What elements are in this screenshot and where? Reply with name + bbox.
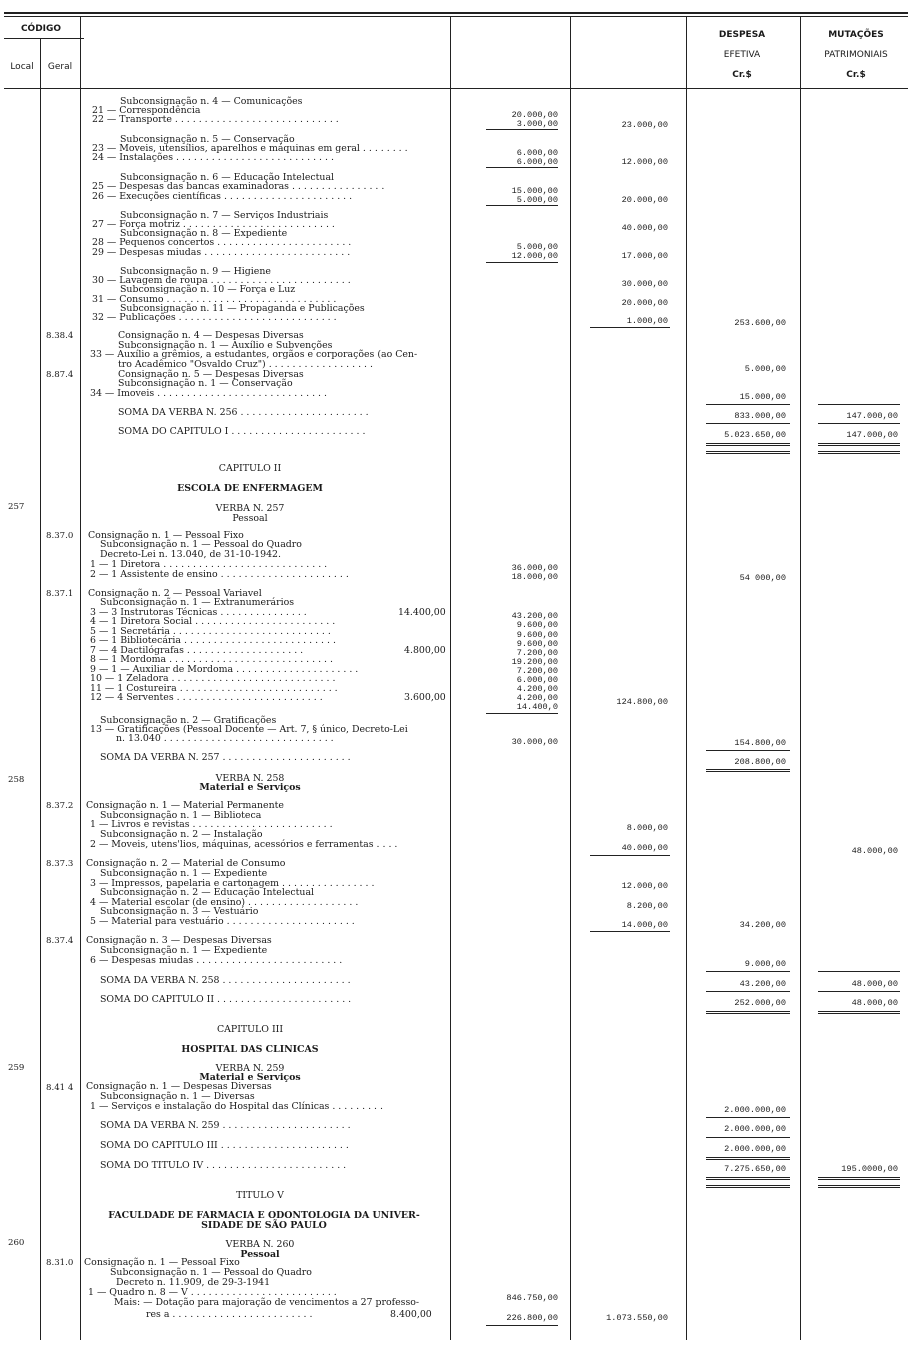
desc-line: 21 — Correspondência: [92, 105, 201, 116]
amount-mutacoes: 147.000,00: [846, 430, 898, 440]
desc-line: Subconsignação n. 1 — Conservação: [118, 378, 293, 389]
code-local: 8.87.4: [46, 370, 74, 380]
desc-line: Consignação n. 2 — Pessoal Variavel: [88, 588, 262, 599]
amount-b: 12.000,00: [621, 881, 668, 891]
amount-b: 8.200,00: [626, 901, 668, 911]
desc-line: 4 — Material escolar (de ensino) . . . . . . . . . . . . . . . . . . .: [90, 897, 359, 908]
desc-line: 1 — Quadro n. 8 — V . . . . . . . . . . . . . . . . . . . . . . . . .: [88, 1287, 337, 1298]
inline-amount: 3.600,00: [404, 692, 446, 703]
amount-mutacoes: 147.000,00: [846, 411, 898, 421]
desc-line: Subconsignação n. 1 — Pessoal do Quadro: [110, 1267, 312, 1278]
amount-despesa: 2.000.000,00: [724, 1144, 786, 1154]
amount-despesa: 2.000.000,00: [724, 1124, 786, 1134]
amount-a: 12.000,00: [511, 251, 558, 261]
amount-a: 846.750,00: [506, 1293, 558, 1303]
subtotal-rule: [818, 404, 900, 405]
desc-line: Subconsignação n. 7 — Serviços Industriais: [120, 210, 329, 221]
inline-amount: 14.400,00: [398, 607, 446, 618]
amount-b: 8.000,00: [626, 823, 668, 833]
amount-b: 20.000,00: [621, 298, 668, 308]
desc-line: 6 — 1 Bibliotecária . . . . . . . . . . . . . . . . . . . . . . . . . .: [90, 635, 336, 646]
code-local: 8.38.4: [46, 331, 74, 341]
title-heading: TITULO V: [236, 1190, 284, 1201]
subtotal-rule: [486, 205, 558, 206]
amount-a: 5.000,00: [516, 195, 558, 205]
soma-line: SOMA DO CAPITULO I . . . . . . . . . . . . . . . . . . . . . . .: [118, 426, 366, 437]
amount-a: 30.000,00: [511, 737, 558, 747]
amount-b: 14.000,00: [621, 920, 668, 930]
subtotal-rule: [706, 1117, 790, 1118]
subtotal-rule: [590, 327, 670, 328]
subtotal-rule: [706, 404, 790, 405]
amount-a: 18.000,00: [511, 572, 558, 582]
code-local: 8.37.0: [46, 531, 74, 541]
amount-despesa: 43.200,00: [739, 979, 786, 989]
total-rule: [818, 1177, 900, 1180]
code-local: 8.37.2: [46, 801, 74, 811]
total-rule: [818, 1011, 900, 1014]
amount-a: 6.000,00: [516, 675, 558, 685]
verba-heading: VERBA N. 259: [215, 1063, 285, 1074]
subtotal-rule: [590, 855, 670, 856]
desc-line: 7 — 4 Dactilógrafas . . . . . . . . . . . . . . . . . . . .: [90, 645, 304, 656]
desc-line: 10 — 1 Zeladora . . . . . . . . . . . . . . . . . . . . . . . . . . . .: [90, 673, 336, 684]
soma-line: SOMA DO CAPITULO II . . . . . . . . . . . . . . . . . . . . . . .: [100, 994, 352, 1005]
desc-line: 2 — 1 Assistente de ensino . . . . . . . . . . . . . . . . . . . . . .: [90, 569, 349, 580]
amount-b: 23.000,00: [621, 120, 668, 130]
desc-line: 9 — 1 — Auxiliar de Mordoma . . . . . . . . . . . . . . . . . . . . .: [90, 664, 359, 675]
desc-line: Consignação n. 3 — Despesas Diversas: [86, 935, 272, 946]
col-line-desc: [450, 16, 451, 1340]
desc-line: 1 — Livros e revistas . . . . . . . . . . . . . . . . . . . . . . . .: [90, 819, 333, 830]
desc-line: 29 — Despesas miudas . . . . . . . . . . . . . . . . . . . . . . . . .: [92, 247, 351, 258]
subtotal-rule: [706, 1137, 790, 1138]
total-rule: [706, 443, 790, 446]
desc-line: 30 — Lavagem de roupa . . . . . . . . . . . . . . . . . . . . . . . .: [92, 275, 351, 286]
desc-line: Subconsignação n. 11 — Propaganda e Publicações: [120, 303, 365, 314]
amount-a: 14.400,0: [516, 702, 558, 712]
code-geral: 259: [8, 1063, 25, 1073]
amount-a: 9.600,00: [516, 620, 558, 630]
amount-mutacoes: 48.000,00: [851, 998, 898, 1008]
desc-line: 23 — Moveis, utensílios, aparelhos e máquinas em geral . . . . . . . .: [92, 143, 408, 154]
top-rule: [4, 12, 908, 14]
amount-despesa: 7.275.650,00: [724, 1164, 786, 1174]
col-line-amt1: [570, 16, 571, 1340]
amount-b: 124.800,00: [616, 697, 668, 707]
desc-line: 12 — 4 Serventes . . . . . . . . . . . . . . . . . . . . . . . . .: [90, 692, 323, 703]
desc-line: 1 — Serviços e instalação do Hospital das Clínicas . . . . . . . . .: [90, 1101, 383, 1112]
code-local: 8.31.0: [46, 1258, 74, 1268]
amount-despesa: 5.023.650,00: [724, 430, 786, 440]
desc-line: 28 — Pequenos concertos . . . . . . . . . . . . . . . . . . . . . . .: [92, 237, 352, 248]
amount-despesa: 154.800,00: [734, 738, 786, 748]
col-line-geral: [80, 16, 81, 1340]
amount-b: 20.000,00: [621, 195, 668, 205]
desc-line: 24 — Instalações . . . . . . . . . . . . . . . . . . . . . . . . . . .: [92, 152, 334, 163]
code-geral: 260: [8, 1238, 25, 1248]
amount-a: 9.600,00: [516, 639, 558, 649]
desc-line: Consignação n. 1 — Pessoal Fixo: [88, 530, 244, 541]
desc-line: Consignação n. 2 — Material de Consumo: [86, 858, 286, 869]
amount-a: 4.200,00: [516, 684, 558, 694]
desc-line: Consignação n. 1 — Despesas Diversas: [86, 1081, 272, 1092]
amount-despesa: 833.000,00: [734, 411, 786, 421]
total-rule: [706, 1011, 790, 1014]
desc-line: Subconsignação n. 6 — Educação Intelectual: [120, 172, 335, 183]
desc-line: res a . . . . . . . . . . . . . . . . . . . . . . . .: [146, 1309, 313, 1320]
verba-heading: VERBA N. 258: [215, 773, 285, 784]
header-codigo: CÓDIGO: [20, 24, 62, 34]
header-mutacoes-3: Cr.$: [846, 70, 866, 80]
amount-b: 1.073.550,00: [606, 1313, 668, 1323]
amount-a: 6.000,00: [516, 157, 558, 167]
desc-line: 32 — Publicações . . . . . . . . . . . . . . . . . . . . . . . . . . .: [92, 312, 337, 323]
amount-a: 43.200,00: [511, 611, 558, 621]
desc-line: Subconsignação n. 3 — Vestuário: [100, 906, 259, 917]
total-rule: [818, 1185, 900, 1188]
desc-line: Subconsignação n. 1 — Expediente: [100, 868, 268, 879]
total-rule: [706, 1157, 790, 1160]
header-despesa-2: EFETIVA: [723, 50, 761, 60]
header-local: Local: [10, 62, 34, 72]
soma-line: SOMA DA VERBA N. 258 . . . . . . . . . . . . . . . . . . . . . .: [100, 975, 351, 986]
header-mutacoes-1: MUTAÇÕES: [828, 30, 884, 40]
desc-line: Subconsignação n. 8 — Expediente: [120, 228, 288, 239]
amount-a: 20.000,00: [511, 110, 558, 120]
verba-subheading: Pessoal: [240, 1249, 280, 1260]
col-line-despesa: [800, 16, 801, 1340]
desc-line: 11 — 1 Costureira . . . . . . . . . . . . . . . . . . . . . . . . . . .: [90, 683, 338, 694]
subtotal-rule: [706, 423, 790, 424]
header-mutacoes-2: PATRIMONIAIS: [824, 50, 888, 60]
amount-a: 6.000,00: [516, 148, 558, 158]
desc-line: Subconsignação n. 2 — Gratificações: [100, 715, 277, 726]
section-heading: ESCOLA DE ENFERMAGEM: [177, 483, 323, 494]
amount-a: 15.000,00: [511, 186, 558, 196]
desc-line: 13 — Gratificações (Pessoal Docente — Art. 7, § único, Decreto-Lei: [90, 724, 408, 735]
amount-b: 1.000,00: [626, 316, 668, 326]
header-sub-rule: [4, 38, 84, 39]
header-despesa-3: Cr.$: [732, 70, 752, 80]
amount-b: 12.000,00: [621, 157, 668, 167]
amount-a: 36.000,00: [511, 563, 558, 573]
desc-line: 22 — Transporte . . . . . . . . . . . . . . . . . . . . . . . . . . . .: [92, 114, 339, 125]
total-rule: [818, 451, 900, 454]
soma-line: SOMA DA VERBA N. 259 . . . . . . . . . . . . . . . . . . . . . .: [100, 1120, 351, 1131]
amount-despesa: 34.200,00: [739, 920, 786, 930]
subtotal-rule: [706, 750, 790, 751]
total-rule: [818, 443, 900, 446]
subtotal-rule: [706, 971, 790, 972]
desc-line: Subconsignação n. 1 — Biblioteca: [100, 810, 262, 821]
desc-line: Subconsignação n. 1 — Expediente: [100, 945, 268, 956]
total-rule: [706, 451, 790, 454]
desc-line: tro Acadêmico "Osvaldo Cruz") . . . . . . . . . . . . . . . . . .: [118, 359, 373, 370]
code-local: 8.37.1: [46, 589, 74, 599]
desc-line: 2 — Moveis, utens'lios, máquinas, acessórios e ferramentas . . . .: [90, 839, 398, 850]
desc-line: 8 — 1 Mordoma . . . . . . . . . . . . . . . . . . . . . . . . . . . .: [90, 654, 333, 665]
code-local: 8.41 4: [46, 1083, 74, 1093]
desc-line: Consignação n. 1 — Material Permanente: [86, 800, 284, 811]
verba-heading: VERBA N. 260: [225, 1239, 295, 1250]
desc-line: Subconsignação n. 1 — Auxílio e Subvenções: [118, 340, 333, 351]
subtotal-rule: [818, 991, 900, 992]
header-despesa-1: DESPESA: [718, 30, 766, 40]
subtotal-rule: [706, 991, 790, 992]
soma-line: SOMA DA VERBA N. 256 . . . . . . . . . . . . . . . . . . . . . .: [118, 407, 369, 418]
desc-line: 6 — Despesas miudas . . . . . . . . . . . . . . . . . . . . . . . . .: [90, 955, 343, 966]
chapter-heading: CAPITULO II: [218, 463, 282, 474]
desc-line: 1 — 1 Diretora . . . . . . . . . . . . . . . . . . . . . . . . . . . .: [90, 559, 328, 570]
desc-line: Decreto n. 11.909, de 29-3-1941: [116, 1277, 271, 1288]
desc-line: Subconsignação n. 1 — Diversas: [100, 1091, 255, 1102]
amount-a: 9.600,00: [516, 630, 558, 640]
top-rule-2: [4, 16, 908, 17]
amount-mutacoes: 48.000,00: [851, 979, 898, 989]
desc-line: Subconsignação n. 1 — Pessoal do Quadro: [100, 539, 302, 550]
chapter-heading: CAPITULO III: [216, 1024, 284, 1035]
col-line-local: [40, 38, 41, 1340]
total-rule: [706, 1177, 790, 1180]
desc-line: 25 — Despesas das bancas examinadoras . . . . . . . . . . . . . . . .: [92, 181, 385, 192]
desc-line: 34 — Imoveis . . . . . . . . . . . . . . . . . . . . . . . . . . . . .: [90, 388, 327, 399]
desc-line: Decreto-Lei n. 13.040, de 31-10-1942.: [100, 549, 281, 560]
subtotal-rule: [486, 1325, 558, 1326]
subtotal-rule: [818, 423, 900, 424]
desc-line: Subconsignação n. 5 — Conservação: [120, 134, 295, 145]
desc-line: Consignação n. 5 — Despesas Diversas: [118, 369, 304, 380]
amount-a: 3.000,00: [516, 119, 558, 129]
subtotal-rule: [486, 713, 558, 714]
amount-despesa: 5.000,00: [744, 364, 786, 374]
desc-line: 4 — 1 Diretora Social . . . . . . . . . . . . . . . . . . . . . . . .: [90, 616, 336, 627]
amount-b: 40.000,00: [621, 843, 668, 853]
amount-mutacoes: 48.000,00: [851, 846, 898, 856]
subtotal-rule: [818, 971, 900, 972]
desc-line: Subconsignação n. 4 — Comunicações: [120, 96, 303, 107]
desc-line: 26 — Execuções científicas . . . . . . . . . . . . . . . . . . . . . .: [92, 191, 353, 202]
amount-despesa: 9.000,00: [744, 959, 786, 969]
amount-a: 19.200,00: [511, 657, 558, 667]
verba-subheading: Material e Serviços: [199, 782, 301, 793]
desc-line: n. 13.040 . . . . . . . . . . . . . . . . . . . . . . . . . . . . .: [116, 733, 334, 744]
code-geral: 258: [8, 775, 25, 785]
total-rule: [706, 769, 790, 772]
desc-line: 31 — Consumo . . . . . . . . . . . . . . . . . . . . . . . . . . . . .: [92, 294, 337, 305]
amount-a: 7.200,00: [516, 666, 558, 676]
amount-despesa: 253.600,00: [734, 318, 786, 328]
code-local: 8.37.4: [46, 936, 74, 946]
header-bottom-rule: [4, 88, 908, 89]
amount-a: 4.200,00: [516, 693, 558, 703]
amount-a: 7.200,00: [516, 648, 558, 658]
header-geral: Geral: [47, 62, 73, 72]
amount-b: 40.000,00: [621, 223, 668, 233]
section-heading: HOSPITAL DAS CLINICAS: [181, 1044, 319, 1055]
soma-line: SOMA DO CAPITULO III . . . . . . . . . . . . . . . . . . . . . .: [100, 1140, 349, 1151]
section-heading: FACULDADE DE FARMACIA E ODONTOLOGIA DA UNIVER-: [108, 1210, 420, 1221]
amount-despesa: 15.000,00: [739, 392, 786, 402]
subtotal-rule: [486, 262, 558, 263]
soma-line: SOMA DA VERBA N. 257 . . . . . . . . . . . . . . . . . . . . . .: [100, 752, 351, 763]
desc-line: Subconsignação n. 2 — Educação Intelectual: [100, 887, 315, 898]
desc-line: Mais: — Dotação para majoração de vencimentos a 27 professo-: [114, 1297, 420, 1308]
inline-amount: 8.400,00: [390, 1309, 432, 1320]
amount-b: 30.000,00: [621, 279, 668, 289]
amount-mutacoes: 195.0000,00: [841, 1164, 898, 1174]
verba-subheading: Material e Serviços: [199, 1072, 301, 1083]
desc-line: Subconsignação n. 10 — Força e Luz: [120, 284, 296, 295]
desc-line: 3 — 3 Instrutoras Técnicas . . . . . . . . . . . . . . .: [90, 607, 307, 618]
amount-despesa: 208.800,00: [734, 757, 786, 767]
desc-line: Consignação n. 4 — Despesas Diversas: [118, 330, 304, 341]
total-rule: [706, 1185, 790, 1188]
desc-line: 5 — 1 Secretária . . . . . . . . . . . . . . . . . . . . . . . . . . .: [90, 626, 331, 637]
verba-heading: VERBA N. 257: [215, 503, 285, 514]
desc-line: Consignação n. 1 — Pessoal Fixo: [84, 1257, 240, 1268]
subtotal-rule: [590, 931, 670, 932]
col-line-amt2: [686, 16, 687, 1340]
desc-line: Subconsignação n. 2 — Instalação: [100, 829, 263, 840]
section-heading: SIDADE DE SÃO PAULO: [201, 1220, 327, 1231]
amount-despesa: 54 000,00: [739, 573, 786, 583]
inline-amount: 4.800,00: [404, 645, 446, 656]
code-local: 8.37.3: [46, 859, 74, 869]
code-geral: 257: [8, 502, 25, 512]
amount-a: 5.000,00: [516, 242, 558, 252]
desc-line: 33 — Auxílio a grêmios, a estudantes, orgãos e corporações (ao Cen-: [90, 349, 418, 360]
desc-line: Subconsignação n. 1 — Extranumerários: [100, 597, 295, 608]
subtotal-rule: [486, 129, 558, 130]
amount-despesa: 252.000,00: [734, 998, 786, 1008]
verba-subheading: Pessoal: [232, 513, 268, 524]
amount-b: 17.000,00: [621, 251, 668, 261]
desc-line: 27 — Força motriz . . . . . . . . . . . . . . . . . . . . . . . . . .: [92, 219, 335, 230]
desc-line: 5 — Material para vestuário . . . . . . . . . . . . . . . . . . . . . .: [90, 916, 355, 927]
soma-line: SOMA DO TITULO IV . . . . . . . . . . . . . . . . . . . . . . . .: [100, 1160, 347, 1171]
amount-despesa: 2.000.000,00: [724, 1105, 786, 1115]
subtotal-rule: [486, 167, 558, 168]
desc-line: Subconsignação n. 9 — Higiene: [120, 266, 271, 277]
amount-a: 226.800,00: [506, 1313, 558, 1323]
desc-line: 3 — Impressos, papelaria e cartonagem . . . . . . . . . . . . . . . .: [90, 878, 375, 889]
